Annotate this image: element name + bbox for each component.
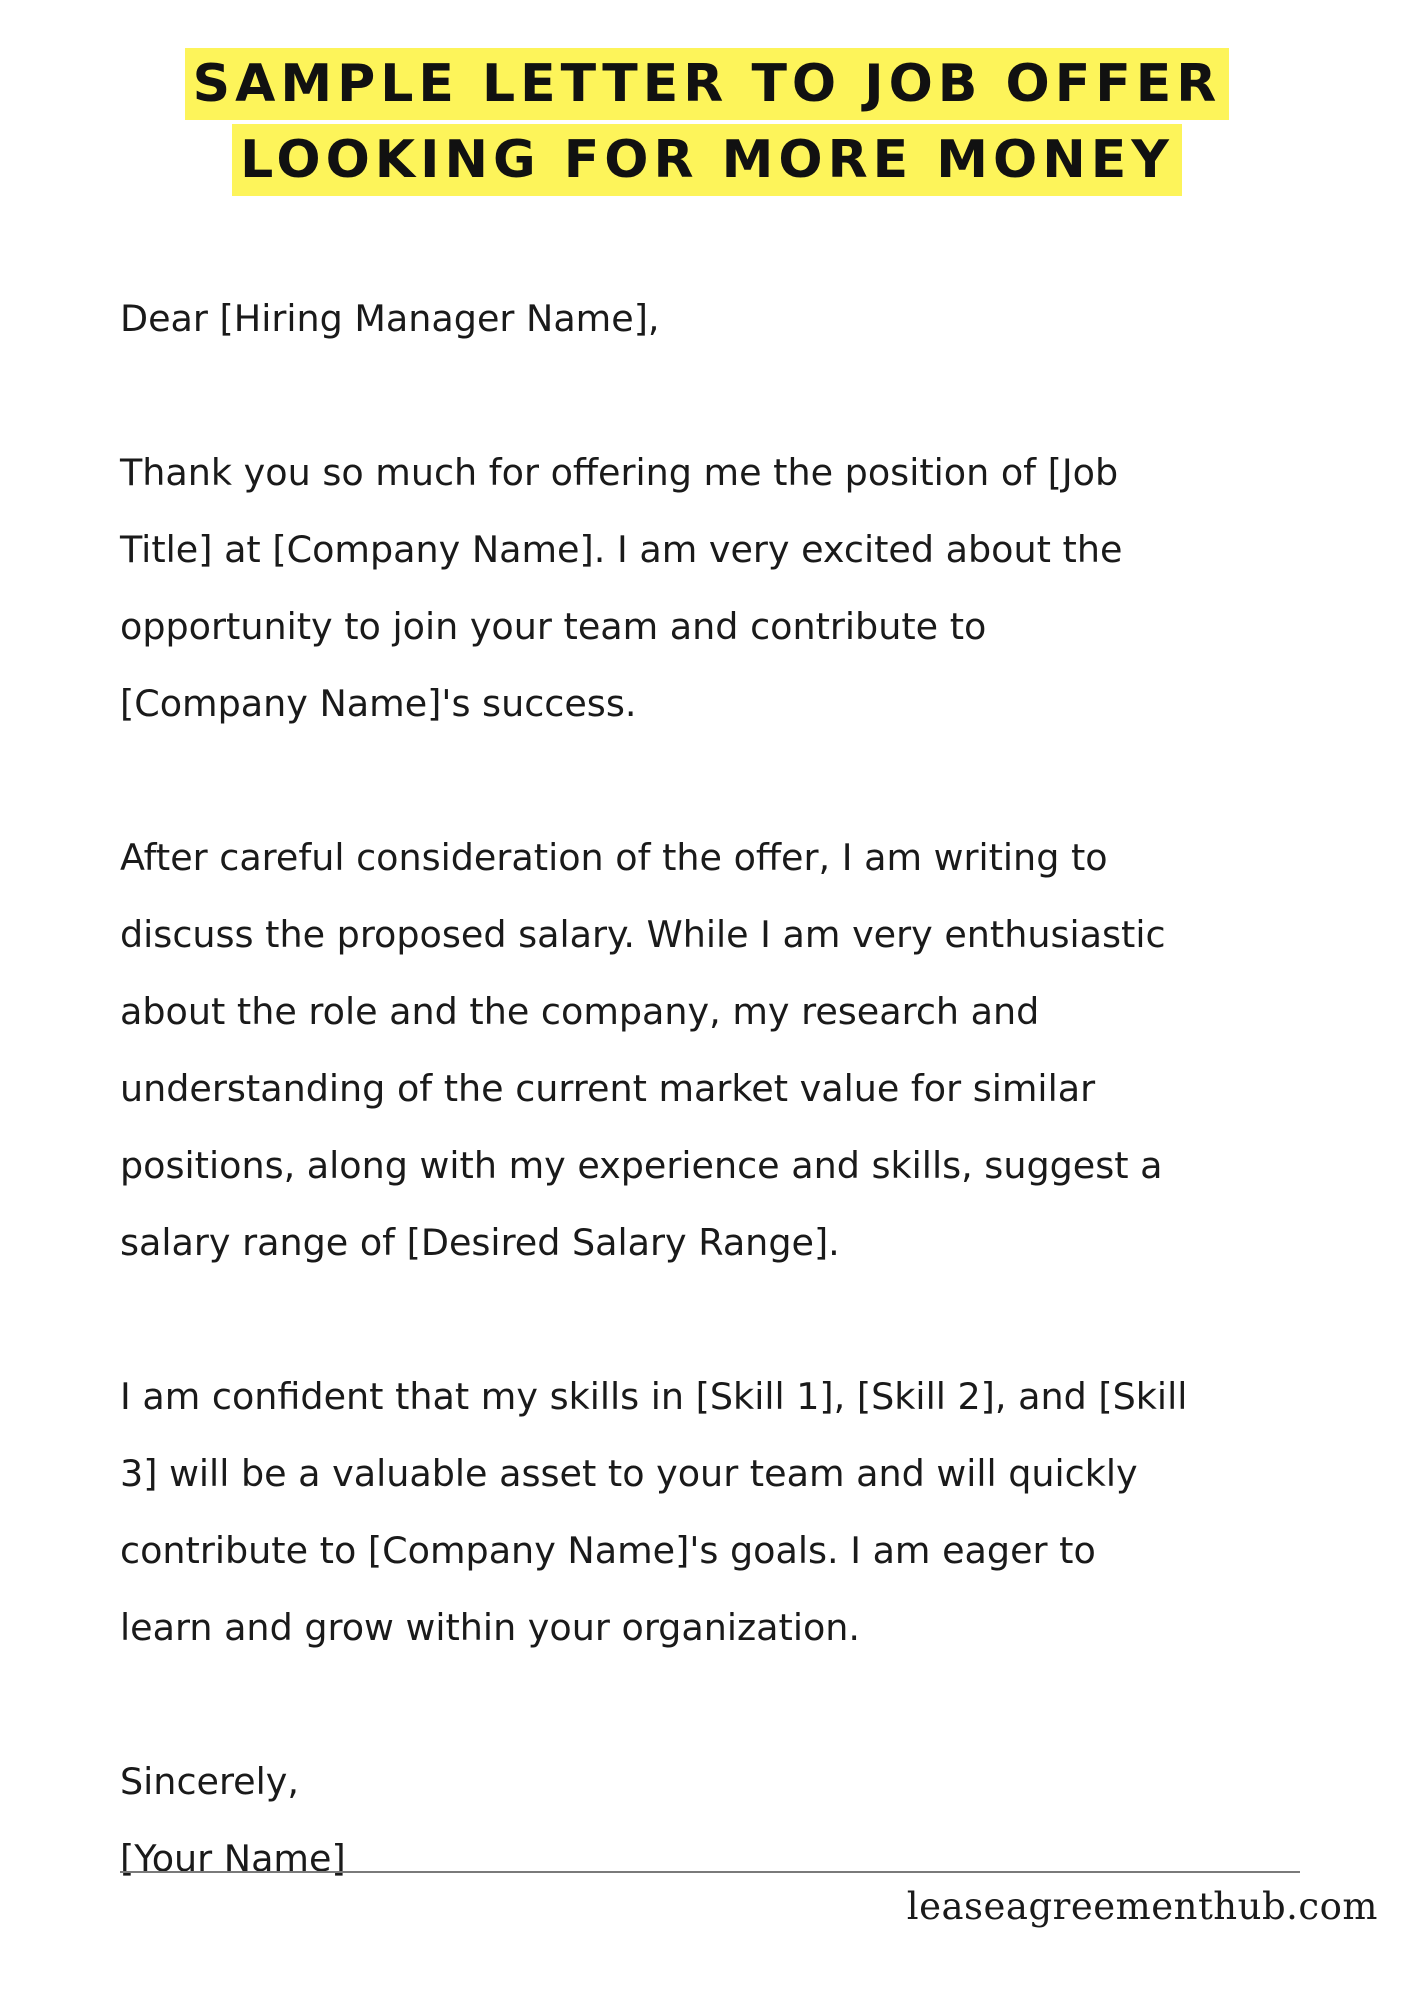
paragraph-3 [120,1358,1350,1666]
salutation: Dear [Hiring Manager Name], [120,297,660,340]
letter-body [120,280,1350,1897]
paragraph-line: discuss the proposed salary. While I am very enthusiastic [120,913,1166,956]
document-title [0,48,1414,196]
closing: Sincerely, [120,1760,299,1803]
paragraph-line: Title] at [Company Name]. I am very excited about the [120,528,1123,571]
paragraph-line: After careful consideration of the offer, I am writing to [120,836,1108,879]
paragraph-line: about the role and the company, my research and [120,990,1040,1033]
signature-name: [Your Name] [120,1837,346,1880]
paragraph-line: salary range of [Desired Salary Range]. [120,1221,840,1264]
signature-line [120,1871,1300,1873]
paragraph-spacer [120,742,1350,819]
paragraph-line: [Company Name]'s success. [120,682,637,725]
paragraph-line: learn and grow within your organization. [120,1606,861,1649]
paragraph-spacer [120,1281,1350,1358]
paragraph-line: I am confident that my skills in [Skill 1], [Skill 2], and [Skill [120,1375,1188,1418]
footer-website: leaseagreementhub.com [906,1885,1378,1928]
title-line-1: SAMPLE LETTER TO JOB OFFER [185,48,1230,120]
paragraph-line: understanding of the current market value for similar [120,1067,1096,1110]
paragraph-line: opportunity to join your team and contribute to [120,605,987,648]
paragraph-line: positions, along with my experience and skills, suggest a [120,1144,1163,1187]
paragraph-spacer [120,357,1350,434]
paragraph-line: Thank you so much for offering me the position of [Job [120,451,1119,494]
paragraph-line: contribute to [Company Name]'s goals. I am eager to [120,1529,1096,1572]
paragraph-1 [120,434,1350,742]
title-line-2: LOOKING FOR MORE MONEY [232,124,1182,196]
paragraph-2 [120,819,1350,1281]
paragraph-line: 3] will be a valuable asset to your team and will quickly [120,1452,1138,1495]
paragraph-spacer [120,1666,1350,1743]
